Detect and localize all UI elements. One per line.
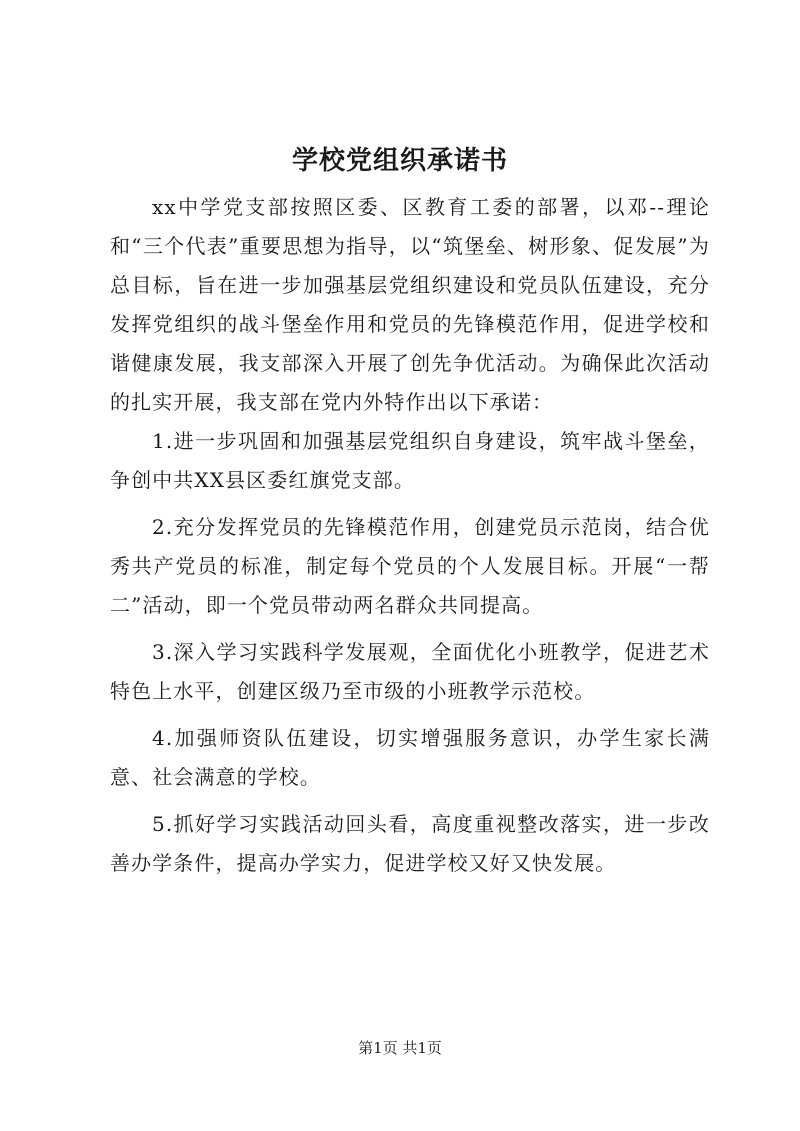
document-title: 学校党组织承诺书 xyxy=(291,146,508,176)
intro-paragraph: xx中学党支部按照区委、区教育工委的部署，以邓--理论和“三个代表”重要思想为指导，以“筑堡垒、树形象、促发展”为总目标，旨在进一步加强基层党组织建设和党员队伍建设，充分发挥党组织的战斗堡垒作用和党员的先锋模范作用，促进学校和谐健康发展，我支部深入开展了创先争优活动。为确保此次活动的扎实开展，我支部在党内外特作出以下承诺： xyxy=(110,195,710,414)
commitment-item-3: 3.深入学习实践科学发展观，全面优化小班教学，促进艺术特色上水平，创建区级乃至市级的小班教学示范校。 xyxy=(110,640,710,703)
commitment-item-1: 1.进一步巩固和加强基层党组织自身建设，筑牢战斗堡垒，争创中共XX县区委红旗党支部。 xyxy=(110,429,710,492)
page-footer: 第1页 共1页 xyxy=(358,1039,442,1057)
document-body xyxy=(110,188,710,891)
commitment-item-5: 5.抓好学习实践活动回头看，高度重视整改落实，进一步改善办学条件，提高办学实力，促进学校又好又快发展。 xyxy=(110,812,710,875)
commitment-item-4: 4.加强师资队伍建设，切实增强服务意识，办学生家长满意、社会满意的学校。 xyxy=(110,726,710,789)
commitment-item-2: 2.充分发挥党员的先锋模范作用，创建党员示范岗，结合优秀共产党员的标准，制定每个党员的个人发展目标。开展“一帮二”活动，即一个党员带动两名群众共同提高。 xyxy=(110,515,710,617)
